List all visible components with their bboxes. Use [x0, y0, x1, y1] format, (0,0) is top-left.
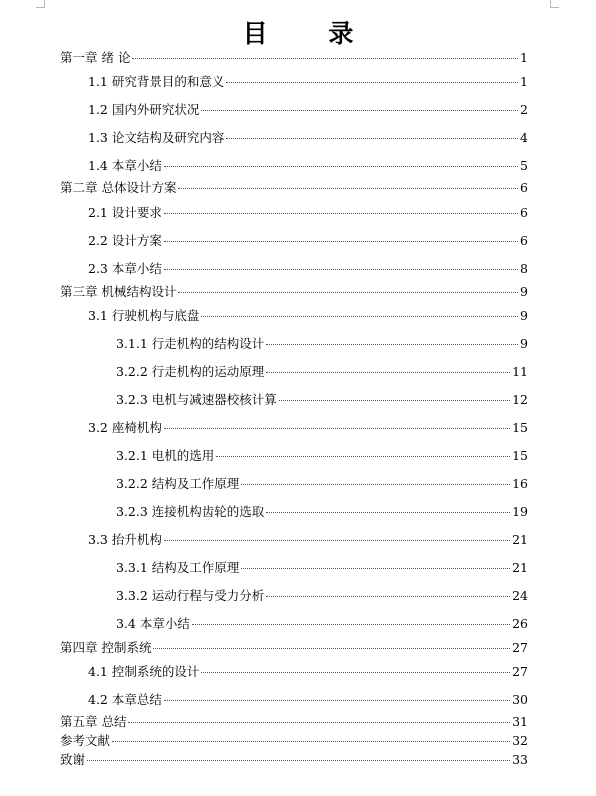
dot-leader: [266, 596, 510, 597]
dot-leader: [241, 568, 510, 569]
toc-entry-label: 1.4 本章小结: [88, 158, 162, 173]
toc-entry-label: 4.2 本章总结: [88, 692, 162, 707]
toc-entry-label: 3.1.1 行走机构的结构设计: [116, 336, 265, 351]
toc-entry[interactable]: [116, 616, 528, 632]
toc-entry-label: 第三章 机械结构设计: [60, 284, 177, 299]
dot-leader: [226, 82, 518, 83]
toc-entry-label: 1.1 研究背景目的和意义: [88, 74, 225, 89]
toc-entry-page-number: 9: [520, 284, 528, 299]
toc-entry-page-number: 6: [520, 233, 528, 248]
toc-entry-label: 2.1 设计要求: [88, 205, 162, 220]
toc-entry[interactable]: [88, 158, 528, 174]
toc-title: 目 录: [242, 19, 380, 48]
toc-entry-page-number: 2: [520, 102, 528, 117]
dot-leader: [178, 292, 518, 293]
toc-entry[interactable]: [116, 364, 528, 380]
toc-entry-page-number: 32: [512, 733, 528, 748]
toc-entry[interactable]: [60, 180, 528, 196]
toc-entry[interactable]: [116, 392, 528, 408]
dot-leader: [164, 700, 510, 701]
toc-entry-label: 3.3 抬升机构: [88, 532, 162, 547]
toc-entry[interactable]: [116, 560, 528, 576]
toc-entry-page-number: 21: [512, 532, 528, 547]
toc-entry-page-number: 21: [512, 560, 528, 575]
toc-entry[interactable]: [116, 448, 528, 464]
toc-entry-page-number: 12: [512, 392, 528, 407]
toc-entry[interactable]: [88, 308, 528, 324]
dot-leader: [153, 648, 510, 649]
toc-entry[interactable]: [88, 130, 528, 146]
toc-entry-page-number: 27: [512, 664, 528, 679]
toc-entry[interactable]: [88, 102, 528, 118]
toc-entry-page-number: 31: [512, 714, 528, 729]
toc-entry-label: 3.2.2 行走机构的运动原理: [116, 364, 265, 379]
toc-entry-page-number: 24: [512, 588, 528, 603]
toc-entry-label: 2.2 设计方案: [88, 233, 162, 248]
toc-entry[interactable]: [88, 205, 528, 221]
toc-entry-label: 3.1 行驶机构与底盘: [88, 308, 200, 323]
toc-entry-page-number: 6: [520, 205, 528, 220]
dot-leader: [241, 484, 510, 485]
dot-leader: [132, 58, 518, 59]
dot-leader: [164, 213, 518, 214]
toc-entry[interactable]: [60, 714, 528, 730]
toc-entry[interactable]: [88, 420, 528, 436]
toc-entry-label: 1.3 论文结构及研究内容: [88, 130, 225, 145]
toc-entry[interactable]: [88, 692, 528, 708]
toc-entry-page-number: 1: [520, 74, 528, 89]
toc-entry-page-number: 33: [512, 752, 528, 767]
toc-entry[interactable]: [88, 233, 528, 249]
toc-entry[interactable]: [88, 664, 528, 680]
toc-entry-label: 3.2.2 结构及工作原理: [116, 476, 240, 491]
toc-entry[interactable]: [116, 504, 528, 520]
toc-entry-label: 第五章 总结: [60, 714, 127, 729]
toc-entry-label: 致谢: [60, 752, 86, 767]
toc-entry-label: 3.2.3 电机与减速器校核计算: [116, 392, 277, 407]
toc-entry-page-number: 30: [512, 692, 528, 707]
toc-entry[interactable]: [116, 588, 528, 604]
toc-entry-label: 4.1 控制系统的设计: [88, 664, 200, 679]
dot-leader: [164, 166, 518, 167]
toc-entry-label: 2.3 本章小结: [88, 261, 162, 276]
toc-entry-page-number: 4: [520, 130, 528, 145]
toc-entry-label: 3.2.1 电机的选用: [116, 448, 215, 463]
toc-entry[interactable]: [116, 336, 528, 352]
dot-leader: [266, 512, 510, 513]
toc-entry-page-number: 16: [512, 476, 528, 491]
dot-leader: [216, 456, 510, 457]
toc-entry-page-number: 5: [520, 158, 528, 173]
toc-entry-page-number: 26: [512, 616, 528, 631]
dot-leader: [266, 344, 518, 345]
dot-leader: [112, 741, 510, 742]
dot-leader: [164, 540, 510, 541]
toc-entry-label: 3.3.2 运动行程与受力分析: [116, 588, 265, 603]
dot-leader: [164, 269, 518, 270]
toc-entry-page-number: 8: [520, 261, 528, 276]
dot-leader: [87, 760, 510, 761]
toc-entry-page-number: 6: [520, 180, 528, 195]
toc-entry[interactable]: [88, 74, 528, 90]
dot-leader: [201, 316, 518, 317]
dot-leader: [201, 672, 510, 673]
dot-leader: [164, 428, 510, 429]
dot-leader: [201, 110, 518, 111]
toc-entry-label: 参考文献: [60, 733, 111, 748]
dot-leader: [192, 624, 510, 625]
toc-entry[interactable]: [60, 733, 528, 749]
toc-entry-label: 3.2 座椅机构: [88, 420, 162, 435]
toc-entry-label: 第四章 控制系统: [60, 640, 152, 655]
dot-leader: [279, 400, 510, 401]
toc-entry[interactable]: [116, 476, 528, 492]
toc-entry-label: 第二章 总体设计方案: [60, 180, 177, 195]
toc-entry-page-number: 9: [520, 336, 528, 351]
toc-entry-label: 3.4 本章小结: [116, 616, 190, 631]
toc-entry-page-number: 11: [512, 364, 528, 379]
toc-entry-page-number: 9: [520, 308, 528, 323]
toc-entry[interactable]: [60, 752, 528, 768]
toc-entry[interactable]: [88, 261, 528, 277]
toc-entry[interactable]: [60, 50, 528, 66]
toc-entry-page-number: 27: [512, 640, 528, 655]
toc-entry-page-number: 15: [512, 420, 528, 435]
dot-leader: [266, 372, 510, 373]
toc-entry-page-number: 1: [520, 50, 528, 65]
toc-entry-page-number: 15: [512, 448, 528, 463]
toc-entry[interactable]: [60, 284, 528, 300]
dot-leader: [226, 138, 518, 139]
toc-entry-label: 3.2.3 连接机构齿轮的选取: [116, 504, 265, 519]
dot-leader: [178, 188, 518, 189]
toc-entry-label: 1.2 国内外研究状况: [88, 102, 200, 117]
toc-entry[interactable]: [88, 532, 528, 548]
toc-entry-label: 第一章 绪 论: [60, 50, 131, 65]
dot-leader: [128, 722, 510, 723]
dot-leader: [164, 241, 518, 242]
toc-entry-page-number: 19: [512, 504, 528, 519]
toc-entry-label: 3.3.1 结构及工作原理: [116, 560, 240, 575]
toc-entry[interactable]: [60, 640, 528, 656]
